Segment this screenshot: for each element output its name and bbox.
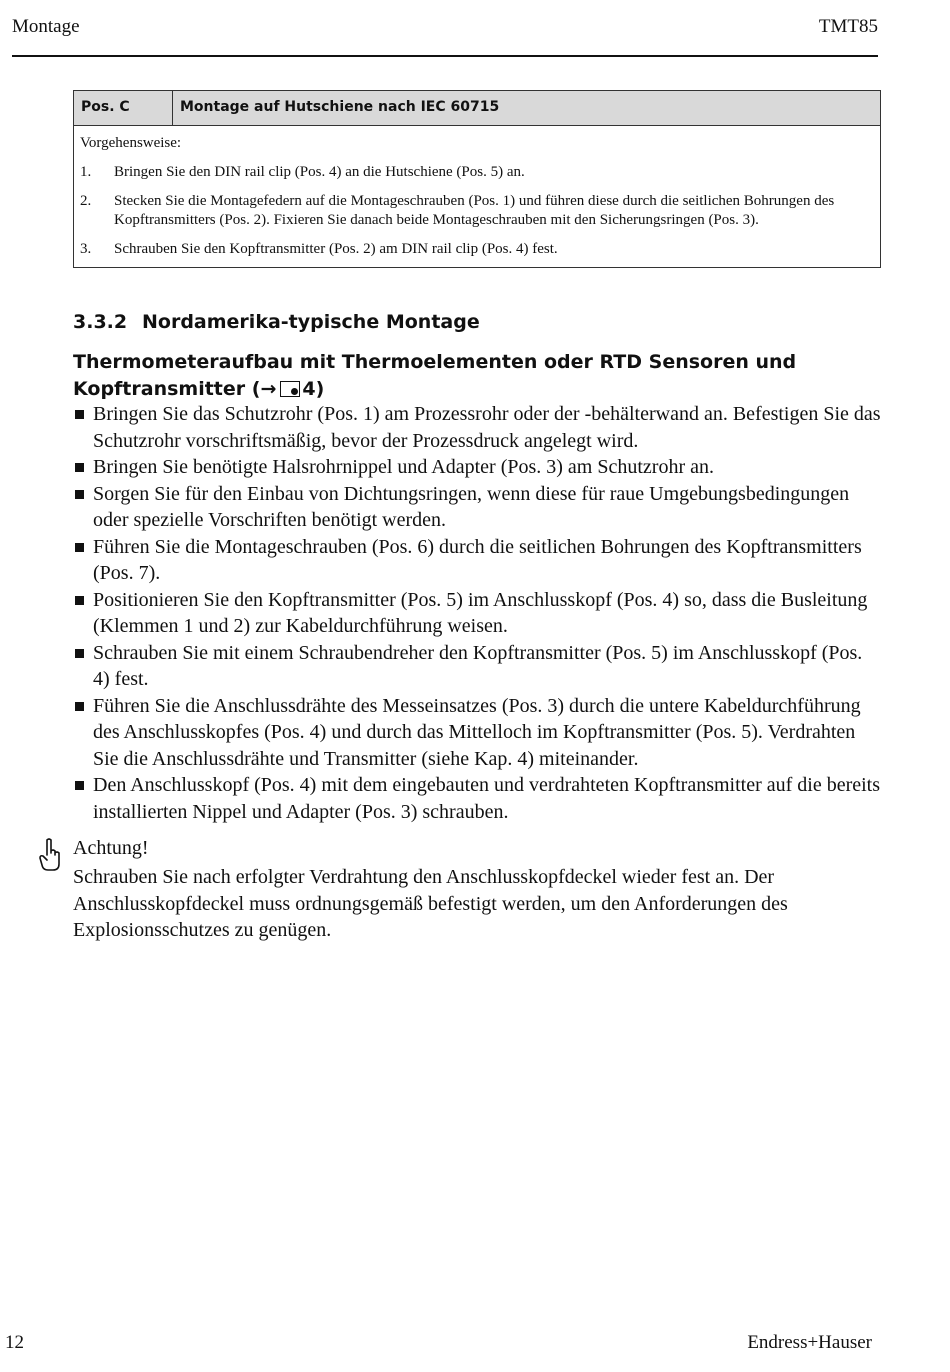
figure-reference-number: 4) xyxy=(302,378,325,400)
list-item-text: Positionieren Sie den Kopftransmitter (Pos. 5) im Anschlusskopf (Pos. 4) so, dass die Busleitung (Klemmen 1 und 2) zur Kabeldurchführung weisen. xyxy=(93,588,868,637)
list-item xyxy=(73,454,883,481)
procedure-intro: Vorgehensweise: xyxy=(80,135,182,151)
running-header-chapter: Montage xyxy=(12,16,80,37)
bullet-square-icon xyxy=(73,587,93,640)
bullet-square-icon xyxy=(73,481,93,534)
bullet-square-icon xyxy=(73,772,93,825)
caution-title: Achtung! xyxy=(73,837,149,859)
section-number: 3.3.2 xyxy=(73,311,128,333)
list-item-text: Schrauben Sie mit einem Schraubendreher den Kopftransmitter (Pos. 5) im Anschlusskopf (Pos. 4) fest. xyxy=(93,641,863,690)
list-item-text: Führen Sie die Montageschrauben (Pos. 6) durch die seitlichen Bohrungen des Kopftransmitters (Pos. 7). xyxy=(93,535,862,584)
brand-name: Endress+Hauser xyxy=(747,1332,872,1353)
procedure-step-text: Stecken Sie die Montagefedern auf die Montageschrauben (Pos. 1) und führen diese durch die seitlichen Bohrungen des Kopftransmitters (Pos. 2). Fixieren Sie danach beide Montageschrauben mit den Sicherungsringen (Pos. 3). xyxy=(114,193,835,228)
list-item xyxy=(73,534,883,587)
bullet-square-icon xyxy=(73,454,93,481)
bullet-square-icon xyxy=(73,401,93,454)
procedure-title: Montage auf Hutschiene nach IEC 60715 xyxy=(180,99,500,115)
list-item xyxy=(73,587,883,640)
figure-reference[interactable] xyxy=(252,378,325,400)
procedure-step-number: 1. xyxy=(80,164,92,180)
running-header-product: TMT85 xyxy=(818,16,878,37)
figure-reference-icon xyxy=(280,381,300,397)
caution-text: Schrauben Sie nach erfolgter Verdrahtung den Anschlusskopfdeckel wieder fest an. Der Anschlusskopfdeckel muss ordnungsgemäß befestigt werden, um den Anforderungen des Explosionsschutzes zu genügen. xyxy=(73,866,788,941)
pointing-hand-icon xyxy=(38,838,62,872)
page-number: 12 xyxy=(5,1332,24,1353)
list-item-text: Führen Sie die Anschlussdrähte des Messeinsatzes (Pos. 3) durch die untere Kabeldurchführung des Anschlusskopfes (Pos. 4) und durch das Mittelloch im Kopftransmitter (Pos. 5). Verdrahten Sie die Anschlussdrähte und Transmitter (siehe Kap. 4) miteinander. xyxy=(93,694,861,770)
procedure-step-number: 2. xyxy=(80,193,92,209)
procedure-step xyxy=(80,240,874,259)
figure-reference-prefix: (→ xyxy=(251,378,277,400)
list-item xyxy=(73,481,883,534)
list-item xyxy=(73,772,883,825)
procedure-step-text: Bringen Sie den DIN rail clip (Pos. 4) an die Hutschiene (Pos. 5) an. xyxy=(114,164,525,180)
sub-heading-text: Thermometeraufbau mit Thermoelementen oder RTD Sensoren und Kopftransmitter xyxy=(73,351,797,400)
bullet-square-icon xyxy=(73,534,93,587)
section-title: Nordamerika-typische Montage xyxy=(142,311,480,333)
mounting-steps-list xyxy=(73,401,883,825)
procedure-step-number: 3. xyxy=(80,241,92,257)
list-item xyxy=(73,401,883,454)
bullet-square-icon xyxy=(73,640,93,693)
sub-heading xyxy=(73,349,883,403)
procedure-step xyxy=(80,163,874,182)
section-heading xyxy=(73,311,480,333)
list-item xyxy=(73,640,883,693)
procedure-box-body xyxy=(74,126,880,267)
procedure-box-header xyxy=(74,91,880,126)
list-item-text: Den Anschlusskopf (Pos. 4) mit dem eingebauten und verdrahteten Kopftransmitter auf die bereits installierten Nippel und Adapter (Pos. 3) schrauben. xyxy=(93,774,881,823)
list-item-text: Bringen Sie das Schutzrohr (Pos. 1) am Prozessrohr oder der -behälterwand an. Befestigen Sie das Schutzrohr vorschriftsmäßig, bevor der Prozessdruck angelegt wird. xyxy=(93,403,881,452)
list-item xyxy=(73,693,883,773)
procedure-step-text: Schrauben Sie den Kopftransmitter (Pos. 2) am DIN rail clip (Pos. 4) fest. xyxy=(114,241,558,257)
header-divider xyxy=(12,55,878,57)
list-item-text: Bringen Sie benötigte Halsrohrnippel und Adapter (Pos. 3) am Schutzrohr an. xyxy=(93,456,714,478)
list-item-text: Sorgen Sie für den Einbau von Dichtungsringen, wenn diese für raue Umgebungsbedingungen oder spezielle Vorschriften benötigt werden. xyxy=(93,482,850,531)
procedure-position-label: Pos. C xyxy=(74,91,173,125)
procedure-step xyxy=(80,192,874,230)
bullet-square-icon xyxy=(73,693,93,773)
procedure-box xyxy=(73,90,881,268)
